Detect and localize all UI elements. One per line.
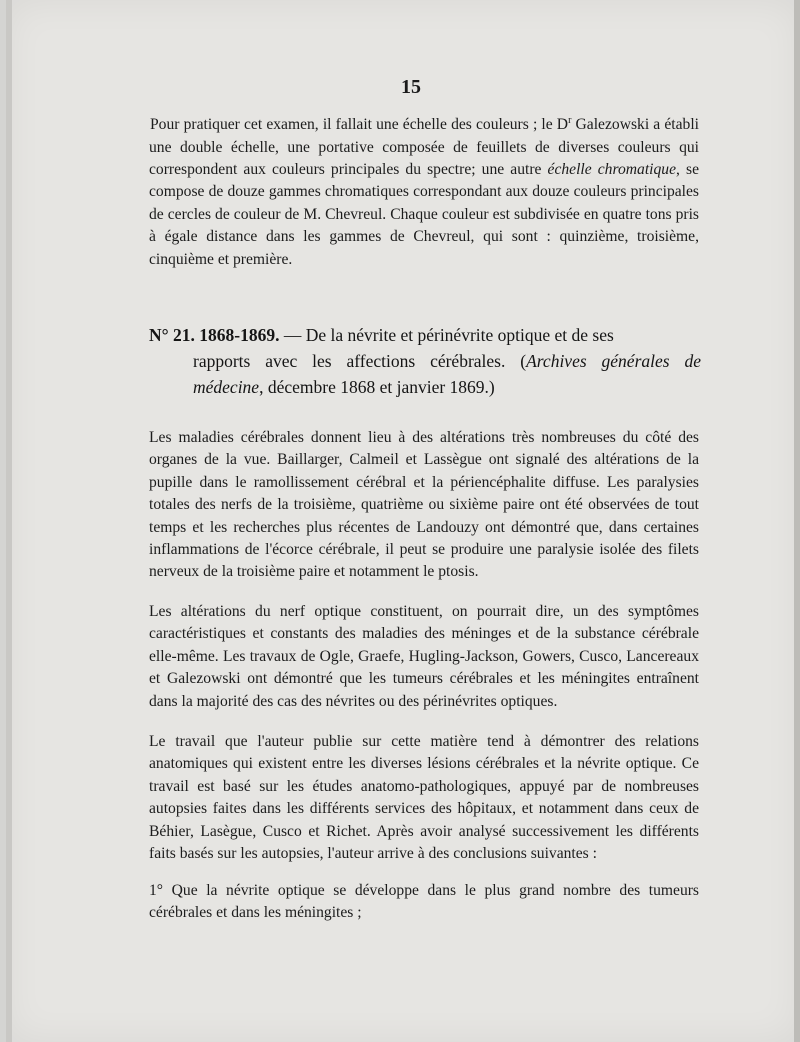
paragraph-conclusion-1 [149, 880, 699, 925]
page-number: 15 [401, 76, 421, 98]
intro-superscript: r [568, 115, 572, 126]
intro-emphasis: échelle chromatique [547, 161, 677, 178]
section-heading [149, 322, 701, 400]
heading-source: Archives générales de médecine [193, 351, 701, 397]
paragraph-intro [149, 110, 699, 271]
intro-text-b: Galezowski a établi une double échelle, une portative composée de feuillets de diverses couleurs qui correspondent aux couleurs principales du spectre; une autre [149, 116, 699, 178]
page-right-edge [794, 0, 800, 1042]
paragraph-maladies: Les maladies cérébrales donnent lieu à des altérations très nombreuses du côté des organes de la vue. Baillarger, Calmeil et Lassègue ont signalé des altérations de la pupille dans le ramollissement cérébral et la périencéphalite diffuse. Les paralysies totales des nerfs de la troisième, quatrième ou sixième paire ont été observées de tout temps et les recherches plus récentes de Landouzy ont démontré que, dans certaines inflammations de l'écorce cérébrale, il peut se produire une paralysie isolée des filets nerveux de la troisième paire et notamment le ptosis. [149, 429, 699, 581]
page-left-edge [6, 0, 12, 1042]
conclusion-number: 1° [149, 882, 164, 899]
heading-line-two [149, 348, 701, 400]
heading-number: N° 21. 1868-1869. [149, 325, 280, 345]
heading-title-a: — De la névrite et périnévrite optique et de ses [279, 325, 614, 345]
heading-title-b: rapports avec les affections cérébrales. ( [193, 351, 527, 371]
document-page [6, 0, 800, 1042]
conclusion-text: Que la névrite optique se développe dans le plus grand nombre des tumeurs cérébrales et dans les méningites ; [149, 882, 699, 922]
paragraph-travail: Le travail que l'auteur publie sur cette matière tend à démontrer des relations anatomiques qui existent entre les diverses lésions cérébrales et la névrite optique. Ce travail est basé sur les études anatomo-pathologiques, appuyé par de nombreuses autopsies faites dans les différents services des hôpitaux, et notamment dans ceux de Béhier, Lasègue, Cusco et Richet. Après avoir analysé successivement les différents faits basés sur les autopsies, l'auteur arrive à des conclusions suivantes : [149, 733, 699, 863]
intro-text-c: , se compose de douze gammes chromatiques correspondant aux douze couleurs principales de cercles de couleur de M. Chevreul. Chaque couleur est subdivisée en quatre tons pris à égale distance dans les gammes de Chevreul, qui sont : quinzième, troisième, cinquième et première. [149, 161, 699, 268]
intro-text-a: Pour pratiquer cet examen, il fallait une échelle des couleurs ; le D [150, 116, 569, 134]
paragraph-alterations: Les altérations du nerf optique constituent, on pourrait dire, un des symptômes caractéristiques et constants des maladies des méninges et de la substance cérébrale elle-même. Les travaux de Ogle, Graefe, Hugling-Jackson, Gowers, Cusco, Lancereaux et Galezowski ont démontré que les tumeurs cérébrales et les méningites entraînent dans la majorité des cas des névrites ou des périnévrites optiques. [149, 603, 699, 710]
heading-date: , décembre 1868 et janvier 1869.) [259, 377, 495, 397]
